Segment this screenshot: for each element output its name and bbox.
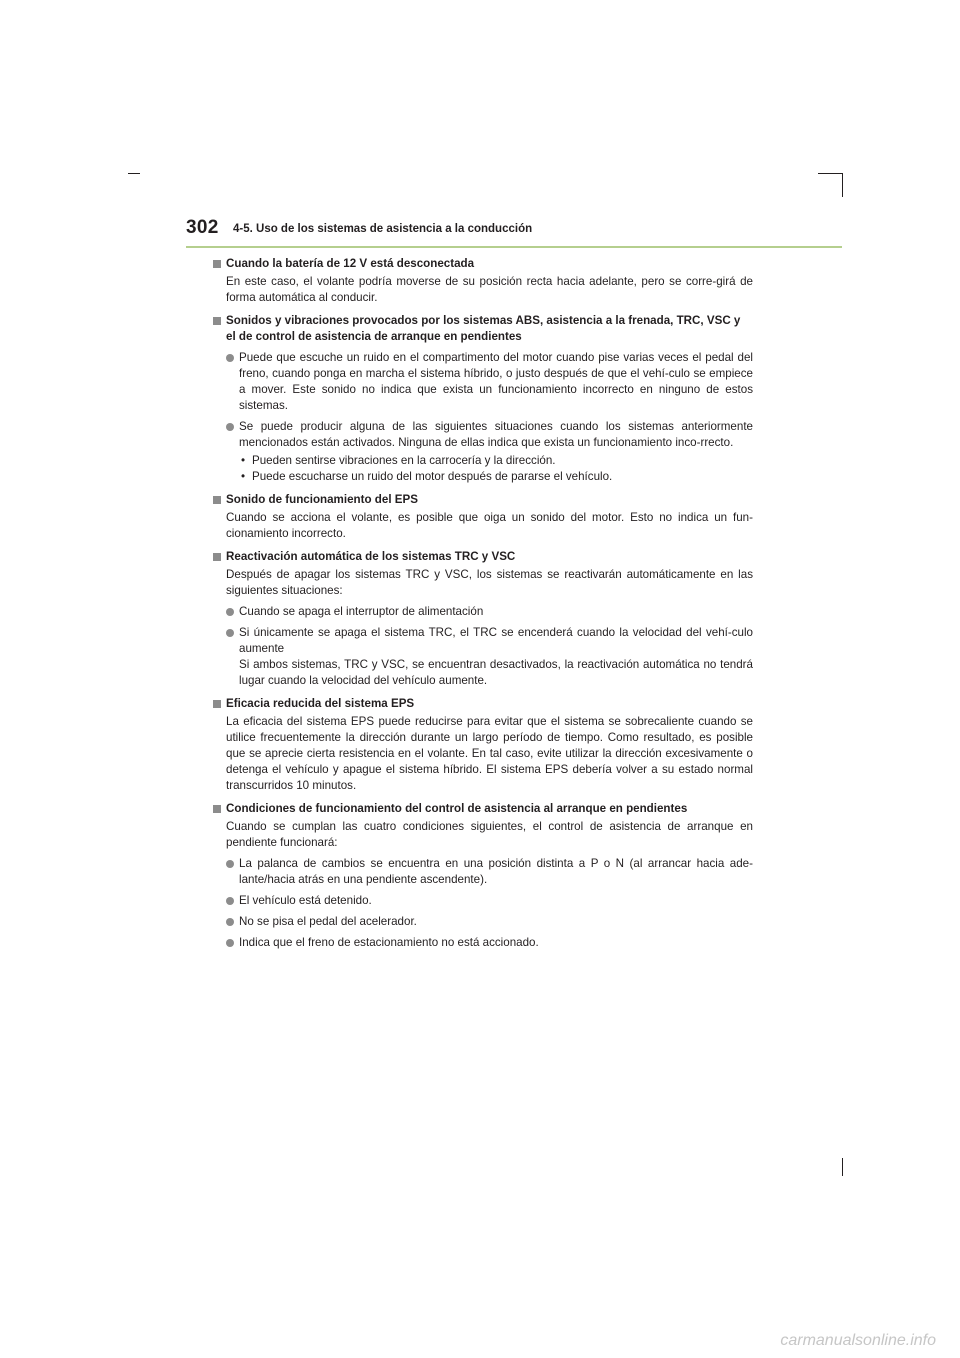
list-item: Si únicamente se apaga el sistema TRC, el TRC se encenderá cuando la velocidad del vehí-culo aumente Si ambos sistemas, TRC y VSC, se encuentran desactivados, la reactivación automática no tendrá lugar cuando la velocidad del vehículo aumente.: [213, 625, 753, 689]
section-heading: Cuando la batería de 12 V está desconectada: [213, 256, 753, 272]
section-title: 4-5. Uso de los sistemas de asistencia a la conducción: [233, 223, 533, 235]
list-item: La palanca de cambios se encuentra en una posición distinta a P o N (al arrancar hacia ade-lante/hacia atrás en una pendiente ascendente).: [213, 856, 753, 888]
section-paragraph: La eficacia del sistema EPS puede reducirse para evitar que el sistema se sobrecaliente cuando se utilice frecuentemente la dirección durante un largo período de tiempo. Como resultado, es posible que se aprecie cierta resistencia en el volante. En tal caso, evite utilizar la dirección excesivamente o detenga el vehículo y apague el sistema híbrido. El sistema EPS debería volver a su estado normal transcurridos 10 minutos.: [226, 715, 753, 792]
header-rule: [186, 246, 842, 248]
list-item: Cuando se apaga el interruptor de alimentación: [213, 604, 753, 620]
sub-list-item: • Pueden sentirse vibraciones en la carrocería y la dirección.: [241, 454, 556, 467]
round-bullet-icon: [226, 354, 234, 362]
section-heading: Eficacia reducida del sistema EPS: [213, 696, 753, 712]
round-bullet-icon: [226, 939, 234, 947]
list-item: Se puede producir alguna de las siguientes situaciones cuando los sistemas anteriormente mencionados están activados. Ninguna de ellas indica que exista un funcionamiento inco-rrecto.: [213, 419, 753, 451]
square-bullet-icon: [213, 496, 221, 504]
section-heading: Reactivación automática de los sistemas TRC y VSC: [213, 549, 753, 565]
watermark: carmanualsonline.info: [780, 1332, 936, 1349]
square-bullet-icon: [213, 553, 221, 561]
crop-mark-top-right-v: [842, 173, 843, 197]
section-heading: Sonidos y vibraciones provocados por los sistemas ABS, asistencia a la frenada, TRC, VSC y el de control de asistencia de arranque en pendientes: [213, 313, 753, 345]
square-bullet-icon: [213, 317, 221, 325]
round-bullet-icon: [226, 629, 234, 637]
section-paragraph: Después de apagar los sistemas TRC y VSC, los sistemas se reactivarán automáticamente en las siguientes situaciones:: [226, 568, 753, 597]
square-bullet-icon: [213, 700, 221, 708]
crop-mark-top-left: [128, 173, 140, 174]
round-bullet-icon: [226, 897, 234, 905]
round-bullet-icon: [226, 423, 234, 431]
section-heading: Sonido de funcionamiento del EPS: [213, 492, 753, 508]
round-bullet-icon: [226, 918, 234, 926]
section-paragraph: En este caso, el volante podría moverse de su posición recta hacia adelante, pero se corre-girá de forma automática al conducir.: [226, 275, 753, 304]
page-content: [213, 256, 753, 951]
square-bullet-icon: [213, 260, 221, 268]
section-paragraph: Cuando se cumplan las cuatro condiciones siguientes, el control de asistencia de arranque en pendiente funcionará:: [226, 820, 753, 849]
round-bullet-icon: [226, 608, 234, 616]
list-item: No se pisa el pedal del acelerador.: [213, 914, 753, 930]
section-paragraph: Cuando se acciona el volante, es posible que oiga un sonido del motor. Esto no indica un fun-cionamiento incorrecto.: [226, 511, 753, 540]
crop-mark-bottom-right: [842, 1158, 843, 1176]
crop-mark-top-right-h: [818, 173, 842, 174]
page-number: 302: [186, 217, 219, 238]
list-item: Indica que el freno de estacionamiento no está accionado.: [213, 935, 753, 951]
section-heading: Condiciones de funcionamiento del control de asistencia al arranque en pendientes: [213, 801, 753, 817]
list-item: El vehículo está detenido.: [213, 893, 753, 909]
list-item: Puede que escuche un ruido en el compartimento del motor cuando pise varias veces el pedal del freno, cuando ponga en marcha el sistema híbrido, o justo después de que el vehí-culo se empiece a mover. Este sonido no indica que exista un funcionamiento incorrecto en ninguno de estos sistemas.: [213, 350, 753, 414]
sub-list-item: • Puede escucharse un ruido del motor después de pararse el vehículo.: [241, 470, 613, 483]
square-bullet-icon: [213, 805, 221, 813]
round-bullet-icon: [226, 860, 234, 868]
page-header: [186, 217, 842, 247]
